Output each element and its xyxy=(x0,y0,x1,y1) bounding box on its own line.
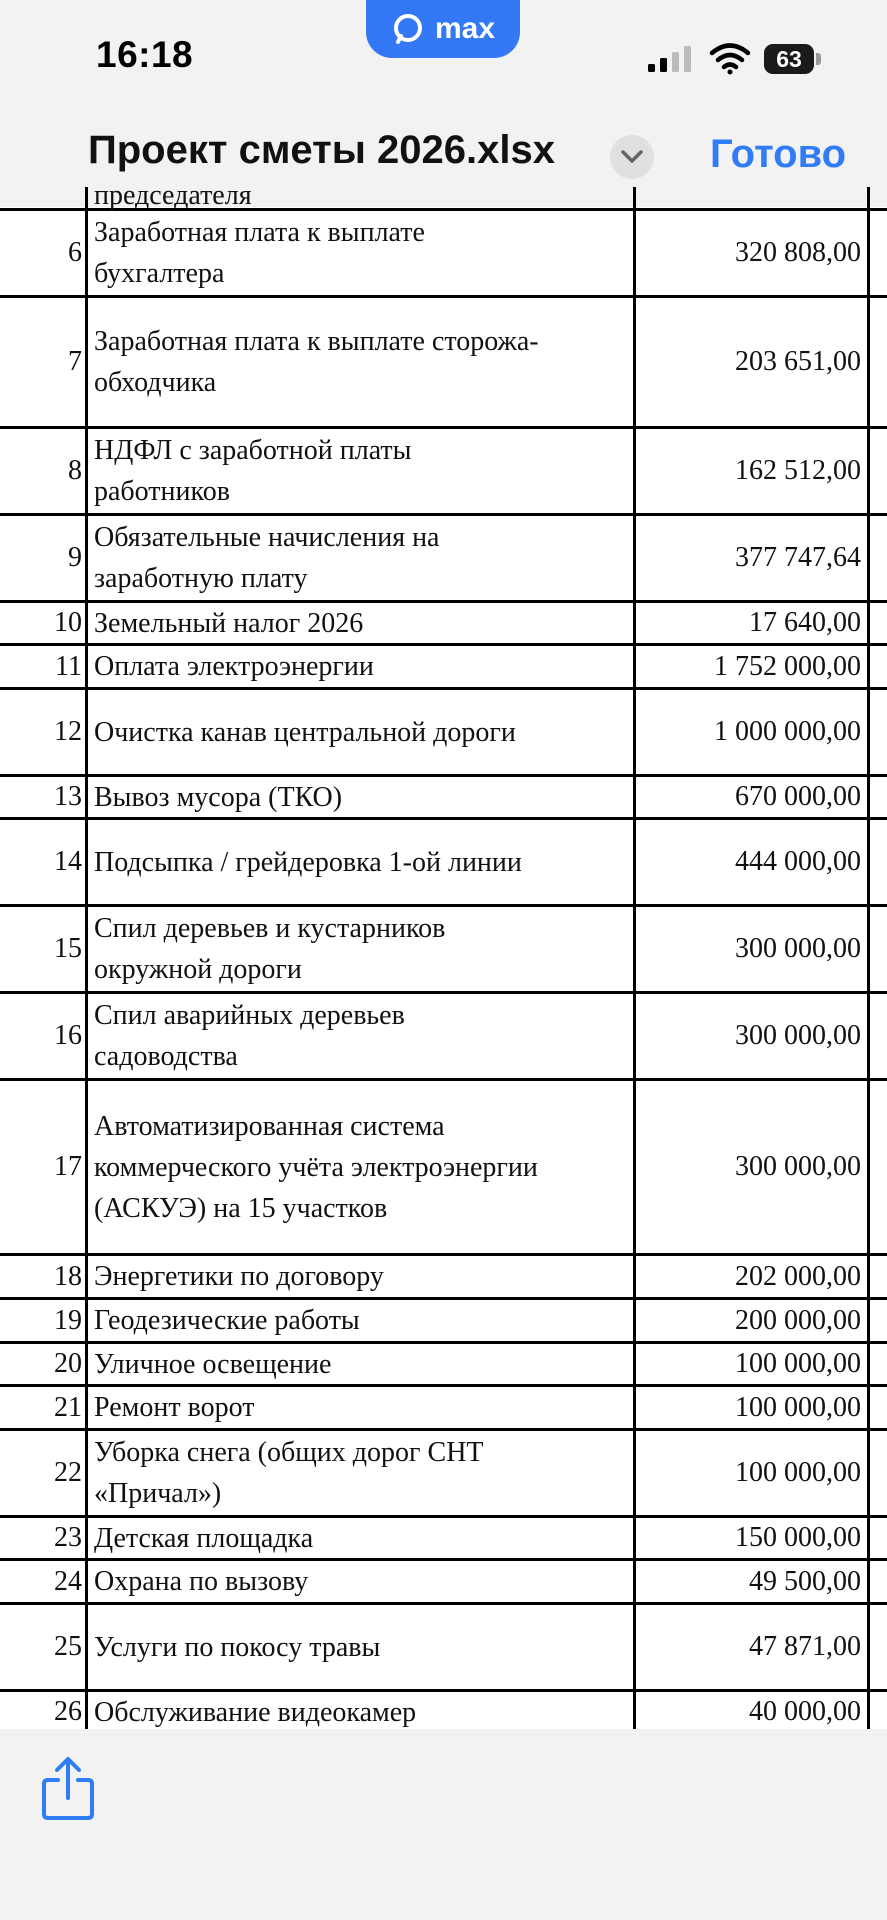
row-number-cell: 8 xyxy=(0,429,88,513)
row-number-cell: 20 xyxy=(0,1344,88,1384)
row-number-cell: 26 xyxy=(0,1692,88,1732)
table-row xyxy=(0,690,887,777)
row-name-cell: Заработная плата к выплате сторожа- обходчика xyxy=(88,298,636,426)
active-app-pill[interactable] xyxy=(366,0,520,58)
bottom-toolbar xyxy=(0,1729,887,1920)
row-amount-cell: 670 000,00 xyxy=(636,777,870,817)
document-title: Проект сметы 2026.xlsx xyxy=(88,128,555,172)
row-amount-cell: 40 000,00 xyxy=(636,1692,870,1732)
title-menu-button[interactable] xyxy=(610,135,654,179)
battery-indicator: 63 xyxy=(764,44,814,74)
row-name-cell: председателя xyxy=(88,187,636,208)
table-row xyxy=(0,1081,887,1256)
row-number-cell: 19 xyxy=(0,1300,88,1341)
row-number-cell: 25 xyxy=(0,1605,88,1689)
row-name-cell: Заработная плата к выплате бухгалтера xyxy=(88,211,636,295)
row-number-cell: 10 xyxy=(0,603,88,643)
spreadsheet-table xyxy=(0,180,887,1735)
row-amount-cell: 100 000,00 xyxy=(636,1344,870,1384)
table-row xyxy=(0,907,887,994)
row-name-cell: Геодезические работы xyxy=(88,1300,636,1341)
table-row xyxy=(0,211,887,298)
row-amount-cell: 200 000,00 xyxy=(636,1300,870,1341)
row-amount-cell: 1 752 000,00 xyxy=(636,646,870,687)
row-number-cell: 11 xyxy=(0,646,88,687)
row-name-cell: Уборка снега (общих дорог СНТ «Причал») xyxy=(88,1431,636,1515)
row-number-cell: 13 xyxy=(0,777,88,817)
share-icon[interactable] xyxy=(40,1756,96,1822)
table-row xyxy=(0,429,887,516)
app-pill-label: max xyxy=(434,12,496,45)
row-name-cell: Подсыпка / грейдеровка 1-ой линии xyxy=(88,820,636,904)
row-amount-cell: 300 000,00 xyxy=(636,1081,870,1253)
row-name-cell: Вывоз мусора (ТКО) xyxy=(88,777,636,817)
wifi-icon xyxy=(710,42,750,74)
row-number-cell: 24 xyxy=(0,1561,88,1602)
table-row xyxy=(0,1431,887,1518)
row-number-cell: 15 xyxy=(0,907,88,991)
row-number-cell: 6 xyxy=(0,211,88,295)
cellular-signal-icon xyxy=(648,46,692,72)
chevron-down-icon xyxy=(621,150,643,164)
row-amount-cell: 320 808,00 xyxy=(636,211,870,295)
row-name-cell: Спил деревьев и кустарников окружной дороги xyxy=(88,907,636,991)
battery-tip xyxy=(816,53,821,65)
row-name-cell: Ремонт ворот xyxy=(88,1387,636,1428)
status-bar xyxy=(0,0,887,110)
row-amount-cell xyxy=(636,187,870,208)
row-amount-cell: 17 640,00 xyxy=(636,603,870,643)
row-number-cell xyxy=(0,187,88,208)
row-number-cell: 7 xyxy=(0,298,88,426)
row-name-cell: Спил аварийных деревьев садоводства xyxy=(88,994,636,1078)
row-amount-cell: 377 747,64 xyxy=(636,516,870,600)
row-name-cell: Оплата электроэнергии xyxy=(88,646,636,687)
row-amount-cell: 1 000 000,00 xyxy=(636,690,870,774)
row-number-cell: 23 xyxy=(0,1518,88,1558)
row-amount-cell: 150 000,00 xyxy=(636,1518,870,1558)
row-number-cell: 14 xyxy=(0,820,88,904)
row-amount-cell: 300 000,00 xyxy=(636,907,870,991)
row-name-cell: НДФЛ с заработной платы работников xyxy=(88,429,636,513)
done-button[interactable]: Готово xyxy=(710,132,847,176)
row-name-cell: Обслуживание видеокамер xyxy=(88,1692,636,1732)
table-row xyxy=(0,1300,887,1344)
table-row xyxy=(0,1561,887,1605)
document-viewport[interactable] xyxy=(0,180,887,1729)
row-amount-cell: 300 000,00 xyxy=(636,994,870,1078)
table-row xyxy=(0,994,887,1081)
row-name-cell: Энергетики по договору xyxy=(88,1256,636,1297)
table-row xyxy=(0,1344,887,1387)
table-row xyxy=(0,603,887,646)
max-app-icon xyxy=(391,12,425,46)
row-number-cell: 17 xyxy=(0,1081,88,1253)
row-amount-cell: 202 000,00 xyxy=(636,1256,870,1297)
row-amount-cell: 100 000,00 xyxy=(636,1431,870,1515)
row-name-cell: Детская площадка xyxy=(88,1518,636,1558)
status-time: 16:18 xyxy=(96,34,194,75)
row-amount-cell: 47 871,00 xyxy=(636,1605,870,1689)
row-number-cell: 18 xyxy=(0,1256,88,1297)
row-name-cell: Услуги по покосу травы xyxy=(88,1605,636,1689)
row-amount-cell: 100 000,00 xyxy=(636,1387,870,1428)
row-name-cell: Земельный налог 2026 xyxy=(88,603,636,643)
table-row xyxy=(0,820,887,907)
row-amount-cell: 444 000,00 xyxy=(636,820,870,904)
row-name-cell: Уличное освещение xyxy=(88,1344,636,1384)
row-number-cell: 22 xyxy=(0,1431,88,1515)
row-number-cell: 12 xyxy=(0,690,88,774)
table-row xyxy=(0,298,887,429)
table-row xyxy=(0,1605,887,1692)
table-row xyxy=(0,777,887,820)
table-row xyxy=(0,1518,887,1561)
row-amount-cell: 49 500,00 xyxy=(636,1561,870,1602)
table-row-partial xyxy=(0,180,887,211)
table-row xyxy=(0,516,887,603)
row-name-cell: Охрана по вызову xyxy=(88,1561,636,1602)
row-number-cell: 9 xyxy=(0,516,88,600)
row-amount-cell: 203 651,00 xyxy=(636,298,870,426)
table-row xyxy=(0,1256,887,1300)
row-name-cell: Очистка канав центральной дороги xyxy=(88,690,636,774)
table-row xyxy=(0,1387,887,1431)
row-number-cell: 16 xyxy=(0,994,88,1078)
row-name-cell: Автоматизированная система коммерческого учёта электроэнергии (АСКУЭ) на 15 участков xyxy=(88,1081,636,1253)
row-amount-cell: 162 512,00 xyxy=(636,429,870,513)
table-row xyxy=(0,646,887,690)
row-number-cell: 21 xyxy=(0,1387,88,1428)
row-name-cell: Обязательные начисления на заработную плату xyxy=(88,516,636,600)
